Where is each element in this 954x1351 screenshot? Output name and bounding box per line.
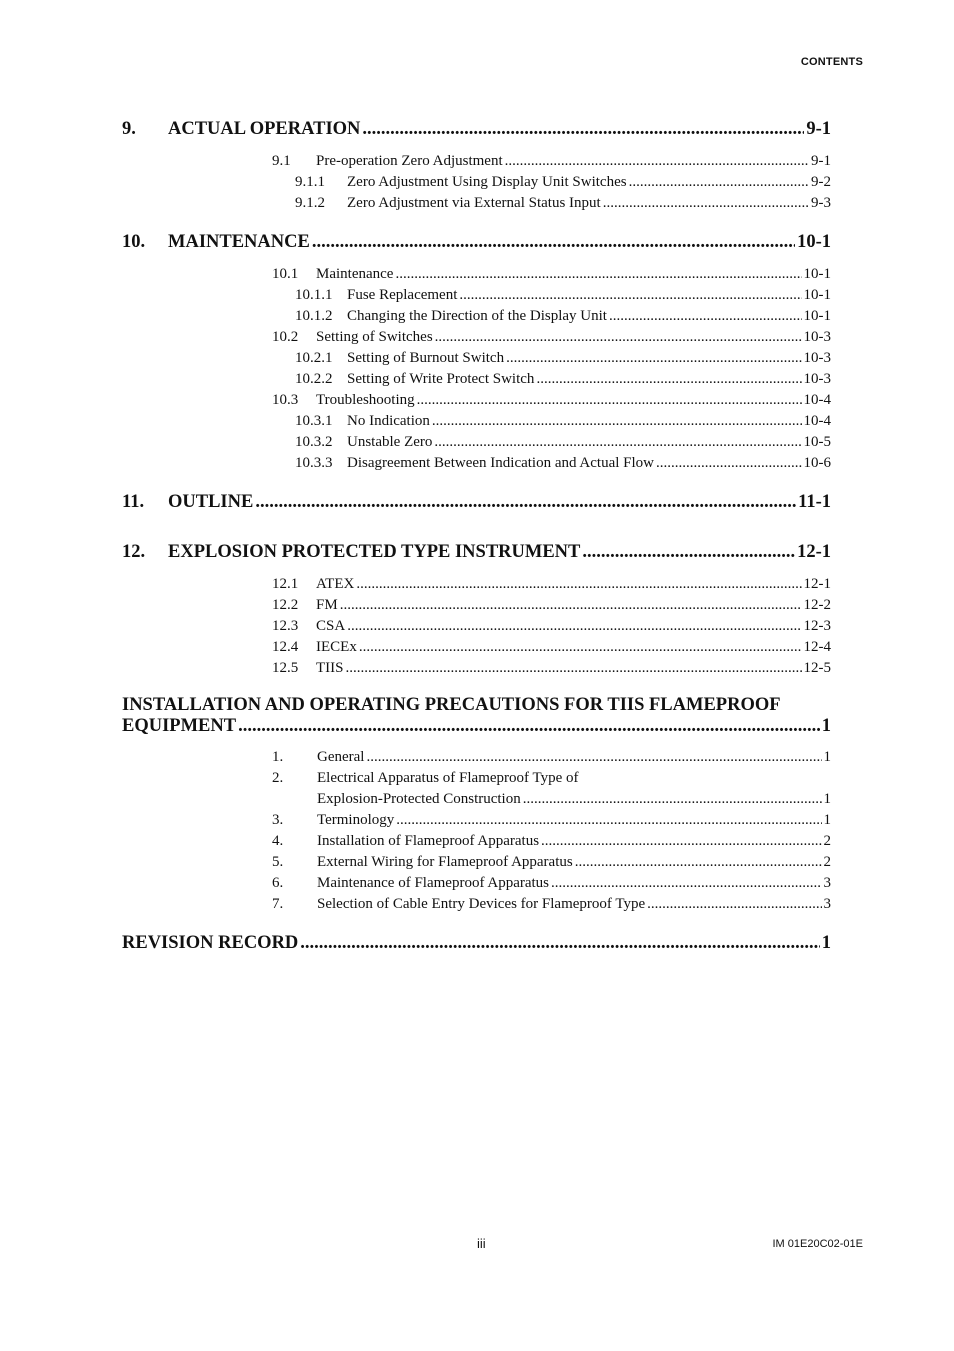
entry-page: 9-2 xyxy=(811,174,831,190)
toc-entry[interactable] xyxy=(122,172,831,193)
toc-entry[interactable] xyxy=(122,768,831,789)
entry-title: External Wiring for Flameproof Apparatus xyxy=(317,854,573,870)
entry-number: 10.1.2 xyxy=(295,308,333,324)
page-header: CONTENTS xyxy=(800,56,863,68)
entry-title: Zero Adjustment Using Display Unit Switches xyxy=(347,174,627,190)
toc-entry[interactable] xyxy=(122,873,831,894)
toc-entry[interactable] xyxy=(122,852,831,873)
dot-leader xyxy=(366,747,821,768)
entry-page: 12-4 xyxy=(803,639,831,655)
entry-page: 10-1 xyxy=(803,266,831,282)
toc-revision-record[interactable] xyxy=(122,931,831,955)
appendix-title-line2: EQUIPMENT xyxy=(122,716,237,736)
toc-entry[interactable] xyxy=(122,411,831,432)
entry-page: 9-1 xyxy=(811,153,831,169)
toc-chapter-10[interactable] xyxy=(122,230,831,254)
dot-leader xyxy=(656,453,802,474)
entry-page: 10-3 xyxy=(803,371,831,387)
dot-leader xyxy=(312,230,795,254)
dot-leader xyxy=(340,595,802,616)
dot-leader xyxy=(647,894,821,915)
dot-leader xyxy=(551,873,821,894)
entry-page: 3 xyxy=(823,896,831,912)
chapter-title: MAINTENANCE xyxy=(168,232,310,252)
dot-leader xyxy=(459,285,801,306)
dot-leader xyxy=(575,852,822,873)
toc-entry[interactable] xyxy=(122,390,831,411)
entry-title: Setting of Switches xyxy=(316,329,433,345)
entry-number: 12.1 xyxy=(272,576,299,592)
toc-entry[interactable] xyxy=(122,747,831,768)
toc-appendix-heading[interactable] xyxy=(122,695,831,737)
entry-title-continued: Explosion-Protected Construction xyxy=(317,791,521,807)
entry-page: 12-5 xyxy=(803,660,831,676)
entry-number: 7. xyxy=(272,896,284,912)
dot-leader xyxy=(434,432,801,453)
entry-title: ATEX xyxy=(316,576,355,592)
entry-page: 12-1 xyxy=(803,576,831,592)
entry-number: 12.2 xyxy=(272,597,299,613)
entry-title: Installation of Flameproof Apparatus xyxy=(317,833,540,849)
chapter-number: 9. xyxy=(122,119,136,139)
toc-entry[interactable] xyxy=(122,306,831,327)
toc-sublist-12 xyxy=(122,574,831,679)
entry-number: 3. xyxy=(272,812,284,828)
appendix-page: 1 xyxy=(821,716,831,736)
toc-entry[interactable] xyxy=(122,151,831,172)
dot-leader xyxy=(523,789,822,810)
chapter-number: 10. xyxy=(122,232,146,252)
dot-leader xyxy=(362,117,804,141)
entry-number: 10.3.2 xyxy=(295,434,333,450)
entry-number: 2. xyxy=(272,770,284,786)
entry-number: 9.1.2 xyxy=(295,195,325,211)
chapter-page: 10-1 xyxy=(797,232,831,252)
entry-title: No Indication xyxy=(347,413,430,429)
entry-title: Setting of Write Protect Switch xyxy=(347,371,535,387)
chapter-number: 12. xyxy=(122,542,146,562)
toc-entry[interactable] xyxy=(122,894,831,915)
dot-leader xyxy=(238,716,820,737)
appendix-title-line1: INSTALLATION AND OPERATING PRECAUTIONS FOR TIIS FLAMEPROOF xyxy=(122,695,781,715)
toc-entry[interactable] xyxy=(122,574,831,595)
entry-title: Electrical Apparatus of Flameproof Type of xyxy=(317,770,579,786)
dot-leader xyxy=(603,193,809,214)
toc-chapter-12[interactable] xyxy=(122,540,831,564)
chapter-page: 12-1 xyxy=(797,542,831,562)
toc-sublist-9 xyxy=(122,151,831,214)
entry-number: 12.5 xyxy=(272,660,299,676)
entry-number: 10.2 xyxy=(272,329,299,345)
dot-leader xyxy=(506,348,801,369)
chapter-page: 9-1 xyxy=(806,119,831,139)
entry-number: 10.3.3 xyxy=(295,455,333,471)
entry-title: TIIS xyxy=(316,660,344,676)
toc-entry[interactable] xyxy=(122,193,831,214)
toc-entry[interactable] xyxy=(122,432,831,453)
dot-leader xyxy=(582,540,795,564)
entry-number: 10.1.1 xyxy=(295,287,333,303)
entry-number: 10.1 xyxy=(272,266,299,282)
dot-leader xyxy=(300,931,819,955)
dot-leader xyxy=(609,306,802,327)
entry-number: 4. xyxy=(272,833,284,849)
dot-leader xyxy=(346,658,802,679)
entry-title: IECEx xyxy=(316,639,357,655)
entry-title: Changing the Direction of the Display Unit xyxy=(347,308,607,324)
entry-page: 3 xyxy=(823,875,831,891)
entry-title: Maintenance of Flameproof Apparatus xyxy=(317,875,550,891)
entry-title: Terminology xyxy=(317,812,395,828)
entry-number: 10.2.2 xyxy=(295,371,333,387)
entry-page: 2 xyxy=(823,833,831,849)
entry-number: 5. xyxy=(272,854,284,870)
entry-title: Troubleshooting xyxy=(316,392,415,408)
entry-page: 10-3 xyxy=(803,350,831,366)
toc-entry[interactable] xyxy=(122,810,831,831)
entry-page: 1 xyxy=(823,812,831,828)
entry-page: 10-1 xyxy=(803,308,831,324)
toc-sublist-10 xyxy=(122,264,831,474)
entry-title: General xyxy=(317,749,365,765)
table-of-contents xyxy=(122,113,831,955)
toc-sublist-appendix xyxy=(122,747,831,915)
entry-page: 10-5 xyxy=(803,434,831,450)
toc-entry[interactable] xyxy=(122,658,831,679)
entry-title: Setting of Burnout Switch xyxy=(347,350,505,366)
dot-leader xyxy=(255,490,796,514)
entry-page: 1 xyxy=(823,791,831,807)
entry-page: 10-1 xyxy=(803,287,831,303)
revision-title: REVISION RECORD xyxy=(122,933,299,953)
entry-number: 9.1.1 xyxy=(295,174,325,190)
chapter-title: OUTLINE xyxy=(168,492,254,512)
toc-chapter-11[interactable] xyxy=(122,490,831,514)
entry-title: Zero Adjustment via External Status Input xyxy=(347,195,601,211)
entry-page: 12-3 xyxy=(803,618,831,634)
entry-page: 10-4 xyxy=(803,392,831,408)
dot-leader xyxy=(541,831,821,852)
dot-leader xyxy=(536,369,801,390)
entry-number: 10.2.1 xyxy=(295,350,333,366)
entry-title: Unstable Zero xyxy=(347,434,433,450)
entry-number: 1. xyxy=(272,749,284,765)
dot-leader xyxy=(356,574,801,595)
chapter-title: EXPLOSION PROTECTED TYPE INSTRUMENT xyxy=(168,542,581,562)
appendix-title-line2-row xyxy=(122,716,831,737)
entry-title: Disagreement Between Indication and Actual Flow xyxy=(347,455,654,471)
entry-number: 10.3 xyxy=(272,392,299,408)
dot-leader xyxy=(347,616,801,637)
dot-leader xyxy=(359,637,802,658)
dot-leader xyxy=(505,151,809,172)
toc-entry-continuation[interactable] xyxy=(122,789,831,810)
chapter-title: ACTUAL OPERATION xyxy=(168,119,361,139)
dot-leader xyxy=(432,411,802,432)
entry-page: 1 xyxy=(823,749,831,765)
toc-chapter-9[interactable] xyxy=(122,117,831,141)
dot-leader xyxy=(435,327,802,348)
revision-page: 1 xyxy=(821,933,831,953)
dot-leader xyxy=(417,390,802,411)
entry-title: CSA xyxy=(316,618,346,634)
toc-entry[interactable] xyxy=(122,327,831,348)
entry-number: 12.4 xyxy=(272,639,299,655)
toc-entry[interactable] xyxy=(122,637,831,658)
entry-number: 9.1 xyxy=(272,153,291,169)
dot-leader xyxy=(395,264,801,285)
entry-number: 10.3.1 xyxy=(295,413,333,429)
entry-title: Selection of Cable Entry Devices for Flameproof Type xyxy=(317,896,646,912)
dot-leader xyxy=(629,172,809,193)
toc-entry[interactable] xyxy=(122,369,831,390)
entry-page: 10-3 xyxy=(803,329,831,345)
entry-number: 6. xyxy=(272,875,284,891)
entry-page: 9-3 xyxy=(811,195,831,211)
toc-entry[interactable] xyxy=(122,453,831,474)
toc-entry[interactable] xyxy=(122,595,831,616)
entry-title: Fuse Replacement xyxy=(347,287,458,303)
entry-title: Pre-operation Zero Adjustment xyxy=(316,153,503,169)
toc-entry[interactable] xyxy=(122,348,831,369)
entry-page: 12-2 xyxy=(803,597,831,613)
dot-leader xyxy=(396,810,821,831)
toc-entry[interactable] xyxy=(122,285,831,306)
toc-entry[interactable] xyxy=(122,831,831,852)
entry-title: Maintenance xyxy=(316,266,394,282)
toc-entry[interactable] xyxy=(122,264,831,285)
chapter-number: 11. xyxy=(122,492,145,512)
entry-title: FM xyxy=(316,597,338,613)
toc-entry[interactable] xyxy=(122,616,831,637)
entry-page: 10-6 xyxy=(803,455,831,471)
page-number: iii xyxy=(477,1236,486,1251)
chapter-page: 11-1 xyxy=(798,492,831,512)
document-id: IM 01E20C02-01E xyxy=(772,1238,863,1250)
entry-number: 12.3 xyxy=(272,618,299,634)
entry-page: 2 xyxy=(823,854,831,870)
entry-page: 10-4 xyxy=(803,413,831,429)
